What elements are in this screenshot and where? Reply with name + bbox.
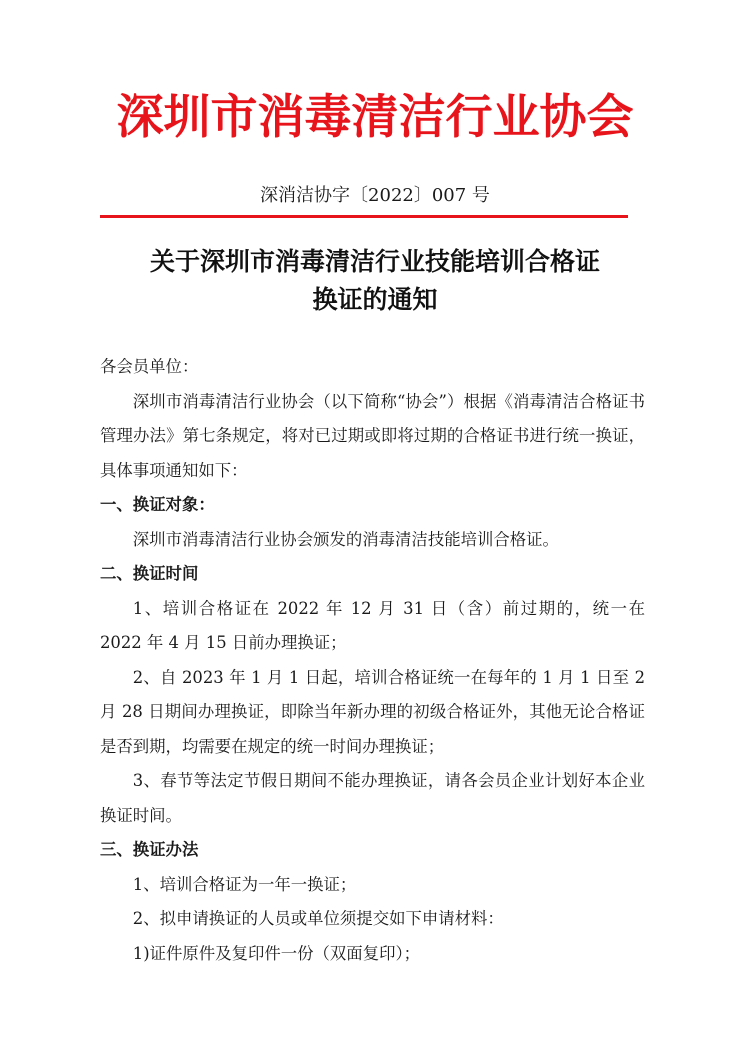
- section-1-text: 深圳市消毒清洁行业协会颁发的消毒清洁技能培训合格证。: [132, 529, 559, 549]
- section-1-heading: 一、换证对象：: [100, 495, 215, 514]
- document-body: [100, 350, 645, 971]
- document-title: [100, 243, 650, 319]
- document-number: 深消洁协字〔2022〕007 号: [260, 185, 490, 206]
- intro-paragraph: 深圳市消毒清洁行业协会（以下简称“协会”）根据《消毒清洁合格证书管理办法》第七条规定，将对已过期或即将过期的合格证书进行统一换证，具体事项通知如下：: [100, 391, 645, 480]
- section-3-item-2-sub-1: 1)证件原件及复印件一份（双面复印）；: [132, 943, 421, 963]
- section-3-heading: 三、换证办法: [100, 840, 199, 859]
- organization-header: 深圳市消毒清洁行业协会: [116, 90, 634, 145]
- section-2-item-2: 2、自 2023 年 1 月 1 日起，培训合格证统一在每年的 1 月 1 日至 2 月 28 日期间办理换证，即除当年新办理的初级合格证外，其他无论合格证是否到期，均需要在规定的统一时间办理换证；: [100, 667, 645, 756]
- title-line-2: 换证的通知: [312, 285, 438, 314]
- salutation: 各会员单位：: [100, 357, 199, 376]
- section-2-heading: 二、换证时间: [100, 564, 199, 583]
- red-divider-line: [100, 215, 628, 218]
- section-2-item-1: 1、培训合格证在 2022 年 12 月 31 日（含）前过期的，统一在 2022 年 4 月 15 日前办理换证；: [100, 598, 645, 652]
- title-line-1: 关于深圳市消毒清洁行业技能培训合格证: [149, 247, 600, 276]
- section-3-item-1: 1、培训合格证为一年一换证；: [132, 874, 357, 894]
- section-2-item-3: 3、春节等法定节假日期间不能办理换证，请各会员企业计划好本企业换证时间。: [100, 771, 645, 825]
- section-3-item-2: 2、拟申请换证的人员或单位须提交如下申请材料：: [132, 909, 504, 928]
